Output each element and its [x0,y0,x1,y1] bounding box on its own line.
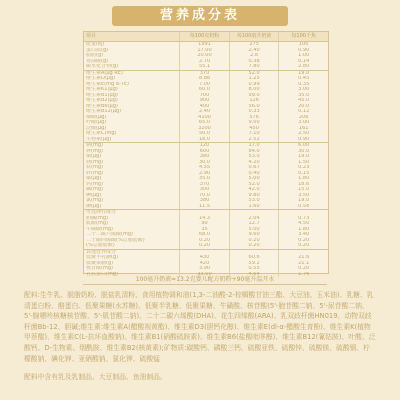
value-per-100ml: 4.64 [229,272,279,278]
row-label: 锌(mg) [86,170,103,176]
value-per-100g: 370 [179,182,229,188]
value-per-100kj: 19.0 [278,71,328,77]
value-per-100kj: 0.73 [278,216,328,222]
value-per-100g: 14.3 [179,216,229,222]
value-per-100kj: 45.0 [278,98,328,104]
value-per-100g: 30.0 [179,160,229,166]
value-per-100kj: 3.00 [278,120,328,126]
value-per-100kj: 0.20 [278,238,328,244]
row-label: 可选择性成分 [86,210,117,215]
serving-note: 100毫升奶液=13.2克婴儿配方奶粉+90毫升温开水 [83,275,327,285]
value-per-100g: 420 [179,261,229,267]
value-per-100g: 3200 [179,126,229,132]
value-per-100kj: 1.80 [278,176,328,182]
value-per-100kj: 0.20 [278,266,328,272]
value-per-100ml: 59.2 [229,261,279,267]
value-per-100g: 68.0 [179,232,229,238]
value-per-100ml: 0.20 [229,238,279,244]
row-label: 碳水化合物(g) [86,64,119,69]
value-per-100kj: 6.00 [278,143,328,149]
value-per-100g: 17.00 [179,48,229,54]
row-label: 锰(μg) [86,176,102,181]
value-per-100g: 2.90 [179,171,229,177]
value-per-100kj: 18.6 [278,182,328,188]
value-per-100kj: 21.1 [278,261,328,267]
value-per-100ml: 4.20 [229,160,279,166]
table-row [84,204,328,210]
value-per-100ml: 9.80 [229,193,279,199]
value-per-100ml: 0.33 [229,109,279,115]
value-per-100kj: 100 [278,42,328,48]
value-per-100g: 35.0 [179,176,229,182]
value-per-100g: 1991 [179,42,229,48]
value-per-100ml: 2.52 [229,137,279,143]
header-per-100kj: 每100千焦 [278,32,328,41]
value-per-100ml: 126 [229,98,279,104]
value-per-100ml: 12.7 [229,221,279,227]
value-per-100g: 11.5 [179,204,229,210]
value-per-100ml: 2.8 [229,53,279,59]
value-per-100g: 33.00 [179,272,229,278]
row-label: 脂肪(g) [86,53,104,58]
value-per-100kj: 30.0 [278,149,328,155]
value-per-100ml: 9.60 [229,232,279,238]
row-label: (%总脂肪酸) [86,243,115,248]
row-label: 泛酸(μg) [86,125,107,131]
value-per-100kj: 20.0 [278,104,328,110]
row-label: 铁(mg) [86,165,103,170]
table-header-row [84,32,328,42]
value-per-100kj: 0.12 [278,109,328,115]
value-per-100g: 370 [179,71,229,77]
row-label: 维生素B6(μg) [86,103,118,109]
row-label: 其他营养成分 [86,249,117,255]
row-label: 氯(mg) [86,198,103,203]
value-per-100g: 0.20 [179,243,229,249]
value-per-100ml: 84.0 [229,149,279,155]
value-per-100ml: 1.60 [229,204,279,210]
value-per-100g: 380 [179,198,229,204]
row-label: 乳铁蛋白(mg) [86,271,118,277]
row-label: 亚油酸(g) [86,58,109,64]
value-per-100g: 0.20 [179,238,229,244]
value-per-100ml: 2.04 [229,216,279,222]
value-per-100ml: 1.25 [229,76,279,82]
row-label: 蛋白质(g) [86,47,109,53]
value-per-100ml: 0.99 [229,82,279,88]
value-per-100kj: 0.15 [278,171,328,177]
value-per-100kj: 4.50 [278,221,328,227]
value-per-100ml: 0.20 [229,243,279,249]
value-per-100ml: 275 [229,42,279,48]
value-per-100ml: 2.40 [229,48,279,54]
value-per-100kj: 2.80 [278,64,328,70]
row-label: 维生素D(μg) [86,76,116,81]
row-label: 肌醇(mg) [86,221,108,226]
value-per-100g: 380 [179,154,229,160]
value-per-100kj: 0.20 [278,243,328,249]
row-label: 铜(μg) [86,154,102,159]
value-per-100ml: 0.38 [229,59,279,65]
row-label: 低聚果糖(g) [86,260,114,266]
value-per-100g: 35 [179,227,229,233]
row-label: 碘(μg) [86,192,102,198]
value-per-100kj: 3.00 [278,87,328,93]
row-label: 钠(mg) [86,143,103,148]
value-per-100g: 430 [179,255,229,261]
row-label: 磷(mg) [86,187,103,192]
value-per-100kj: 1.76 [278,272,328,278]
value-per-100kj: 0.58 [278,204,328,210]
value-per-100g: 70.0 [179,193,229,199]
value-per-100kj: 206 [278,115,328,121]
value-per-100ml: 0.55 [229,266,279,272]
row-label: 镁(mg) [86,159,103,165]
row-label: 维生素A(μg RE) [86,70,123,76]
value-per-100g: 3.90 [179,266,229,272]
value-per-100g: 900 [179,98,229,104]
value-per-100ml: 576 [229,115,279,121]
value-per-100kj: 1.80 [278,227,328,233]
value-per-100kj: 19.0 [278,198,328,204]
table-body [84,42,328,277]
value-per-100ml: 60.6 [229,255,279,261]
value-per-100ml: 52.0 [229,71,279,77]
value-per-100kj: 3.50 [278,193,328,199]
value-per-100ml: 7.10 [229,131,279,137]
value-per-100ml: 5.00 [229,176,279,182]
value-per-100g: 700 [179,93,229,99]
row-label: 维生素B2(μg) [86,98,118,103]
row-label: 能量(kJ) [86,42,105,47]
ingredients-text: 配料:生牛乳、脱脂奶粉、脱盐乳清粉、食用植物调和油(1,3-二油酸-2-棕榈酸甘油三酯、大豆油、玉米油)、乳糖、乳清蛋白粉、酪蛋白、低聚果糖(水苏糖)、低聚半乳糖、低聚果糖、牛磺酸、核苷酸(5'-胞苷酸二钠、5'-尿苷酸二钠、5'-腺嘌呤核糖核苷酸、5'-肌苷酸二钠)、二十二碳六烯酸(DHA)、花生四烯酸(ARA)、乳双歧杆菌HN019、动物双歧杆菌Bb-12、胆碱;维生素:维生素A(醋酸视黄酯)、维生素D3(胆钙化醇)、维生素E(dl-α-醋酸生育酚)、维生素K(植物甲萘醌)、维生素C(L-抗坏血酸钠)、维生素B1(硝酸硫胺素)、维生素B6(盐酸吡哆醇)、维生素B12(氰钴胺)、叶酸、泛酸钙、D-生物素、烟酰胺、维生素B2(核黄素);矿物质:碳酸钙、磷酸三钙、硫酸亚铁、硫酸锌、硫酸镁、硫酸铜、柠檬酸钠、碘化钾、亚硒酸钠、氯化钾、硫酸锰 [24,291,376,363]
row-label: 钙(mg) [86,181,103,187]
value-per-100kj: 0.35 [278,82,328,88]
value-per-100ml: 9.00 [229,120,279,126]
row-label: 二十碳四烯酸(%总脂肪酸) [86,237,145,243]
nutrition-table-title: 营养成分表 [112,6,288,26]
header-per-100ml-liquid: 每100毫升奶液 [229,32,279,41]
value-per-100g: 55.1 [179,64,229,70]
value-per-100ml: 99.0 [229,93,279,99]
row-label: 烟酸(μg) [86,114,107,120]
value-per-100kj: 1.00 [278,53,328,59]
row-label: 胆碱(mg) [86,215,108,221]
value-per-100ml: 450 [229,126,279,132]
row-label: 钾(mg) [86,148,103,154]
row-label: 维生素E(mg α-TE) [86,81,130,87]
row-label: 维生素K1(μg) [86,87,118,92]
value-per-100g: 120 [179,143,229,149]
value-per-100g: 4.55 [179,165,229,171]
value-per-100ml: 52.0 [229,182,279,188]
value-per-100g: 65.0 [179,120,229,126]
value-per-100ml: 7.80 [229,64,279,70]
table-row [84,64,328,70]
value-per-100kj: 1.50 [278,160,328,166]
value-per-100ml: 17.0 [229,143,279,149]
value-per-100ml: 56.0 [229,104,279,110]
value-per-100ml: 5.00 [229,227,279,233]
value-per-100g: 4100 [179,115,229,121]
value-per-100g: 400 [179,104,229,110]
row-label: 二十二碳六烯酸(mg) [86,232,133,237]
value-per-100ml: 0.40 [229,171,279,177]
row-label: 低聚半乳糖(g) [86,255,119,260]
row-label: 维生素C(mg) [86,131,117,136]
value-per-100ml: 42.0 [229,187,279,193]
row-label: 维生素B12(μg) [86,109,122,114]
value-per-100kj: 35.0 [278,93,328,99]
value-per-100g: 60.0 [179,87,229,93]
nutrition-table [83,31,329,277]
value-per-100g: 7.00 [179,82,229,88]
header-per-100g-powder: 每100克奶粉 [179,32,229,41]
header-item: 项目 [86,33,97,39]
value-per-100ml: 8.00 [229,87,279,93]
value-per-100kj: 0.90 [278,137,328,143]
value-per-100g: 18.0 [179,137,229,143]
table-row [84,137,328,143]
value-per-100kj: 161 [278,126,328,132]
value-per-100g: 20.00 [179,53,229,59]
row-label: 核苷酸(mg) [86,266,113,271]
value-per-100g: 8.88 [179,76,229,82]
value-per-100kj: 3.40 [278,232,328,238]
allergen-note: 配料中含有乳及乳制品、大豆制品、鱼油制品。 [24,373,167,381]
value-per-100kj: 0.45 [278,76,328,82]
value-per-100kj: 19.0 [278,154,328,160]
row-label: 维生素B1(μg) [86,92,118,98]
row-label: 生物素(μg) [86,136,112,142]
value-per-100kj: 0.14 [278,59,328,65]
row-label: 牛磺酸(mg) [86,226,113,232]
value-per-100g: 2.40 [179,109,229,115]
value-per-100kj: 15.0 [278,187,328,193]
value-per-100ml: 0.67 [229,165,279,171]
value-per-100kj: 0.23 [278,165,328,171]
table-row [84,243,328,249]
row-label: 硒(μg) [86,203,102,209]
value-per-100kj: 0.90 [278,48,328,54]
value-per-100g: 90 [179,221,229,227]
value-per-100g: 300 [179,187,229,193]
value-per-100g: 50.0 [179,131,229,137]
value-per-100ml: 53.0 [229,154,279,160]
row-label: 叶酸(μg) [86,120,107,125]
value-per-100g: 2.70 [179,59,229,65]
value-per-100g: 600 [179,149,229,155]
value-per-100kj: 2.50 [278,131,328,137]
value-per-100ml: 53.0 [229,198,279,204]
value-per-100kj: 21.6 [278,255,328,261]
